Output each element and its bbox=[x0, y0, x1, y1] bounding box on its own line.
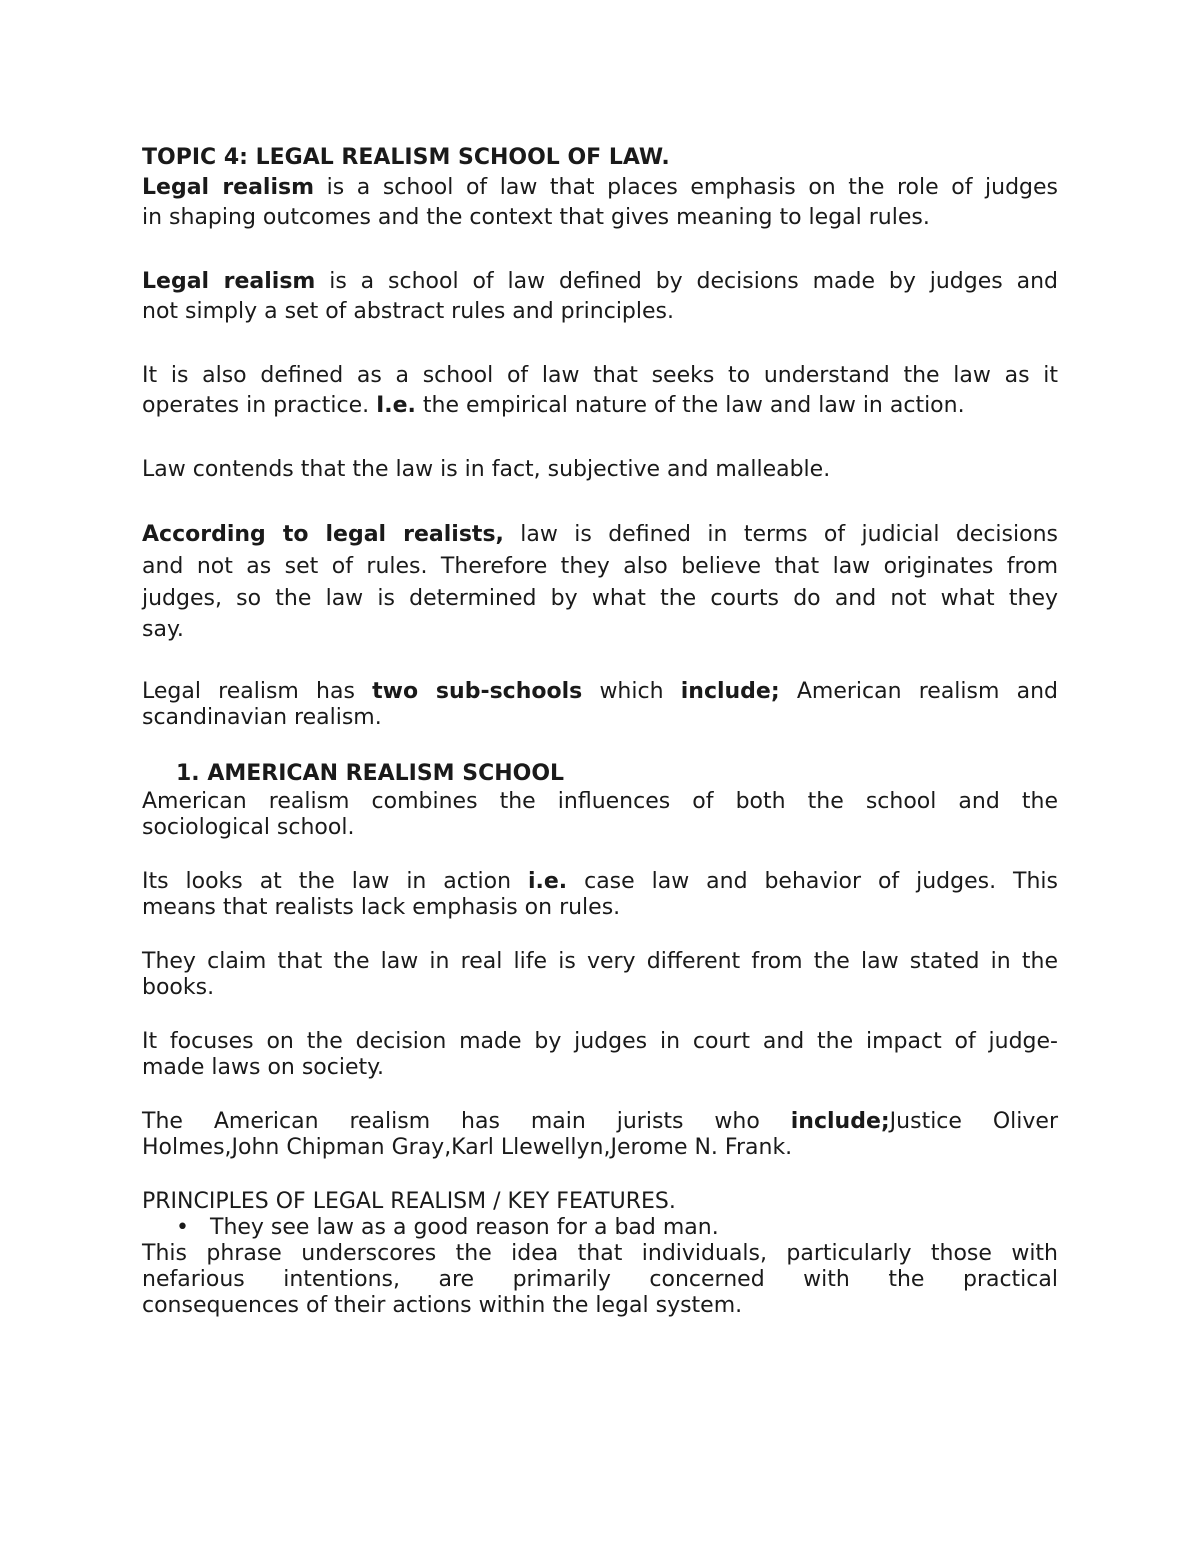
principles-heading: PRINCIPLES OF LEGAL REALISM / KEY FEATURES. bbox=[142, 1189, 676, 1214]
paragraph-7-line-2: sociological school. bbox=[142, 815, 355, 840]
paragraph-1-line-1: Legal realism is a school of law that places emphasis on the role of judges bbox=[142, 175, 1058, 200]
bullet-icon: • bbox=[176, 1215, 189, 1240]
paragraph-11-line-2: Holmes,John Chipman Gray,Karl Llewellyn,Jerome N. Frank. bbox=[142, 1135, 793, 1160]
paragraph-3-line-2: operates in practice. I.e. the empirical nature of the law and law in action. bbox=[142, 393, 965, 418]
paragraph-9-line-2: books. bbox=[142, 975, 215, 1000]
paragraph-5-line-1: According to legal realists, law is defined in terms of judicial decisions bbox=[142, 522, 1058, 547]
paragraph-11-line-1: The American realism has main jurists who include;Justice Oliver bbox=[142, 1109, 1058, 1134]
paragraph-2-line-2: not simply a set of abstract rules and principles. bbox=[142, 299, 674, 324]
paragraph-9-line-1: They claim that the law in real life is very different from the law stated in the bbox=[142, 949, 1058, 974]
paragraph-1-line-2: in shaping outcomes and the context that gives meaning to legal rules. bbox=[142, 205, 930, 230]
paragraph-7-line-1: American realism combines the influences of both the school and the bbox=[142, 789, 1058, 814]
paragraph-5-line-2: and not as set of rules. Therefore they also believe that law originates from bbox=[142, 554, 1058, 579]
paragraph-5-line-3: judges, so the law is determined by what the courts do and not what they bbox=[142, 586, 1058, 611]
paragraph-12-line-2: nefarious intentions, are primarily concerned with the practical bbox=[142, 1267, 1058, 1292]
paragraph-3-line-1: It is also defined as a school of law that seeks to understand the law as it bbox=[142, 363, 1058, 388]
document-page bbox=[142, 143, 1058, 1319]
paragraph-6-line-1: Legal realism has two sub-schools which include; American realism and bbox=[142, 679, 1059, 704]
paragraph-2-line-1: Legal realism is a school of law defined by decisions made by judges and bbox=[142, 269, 1059, 294]
paragraph-10-line-2: made laws on society. bbox=[142, 1055, 385, 1080]
paragraph-5-line-4: say. bbox=[142, 617, 184, 642]
paragraph-8-line-2: means that realists lack emphasis on rules. bbox=[142, 895, 621, 920]
paragraph-8-line-1: Its looks at the law in action i.e. case law and behavior of judges. This bbox=[142, 869, 1058, 894]
paragraph-12-line-3: consequences of their actions within the legal system. bbox=[142, 1293, 743, 1318]
section-heading-american-realism: 1. AMERICAN REALISM SCHOOL bbox=[176, 761, 565, 786]
paragraph-6-line-2: scandinavian realism. bbox=[142, 705, 382, 730]
document-title: TOPIC 4: LEGAL REALISM SCHOOL OF LAW. bbox=[142, 145, 670, 170]
bullet-item: • They see law as a good reason for a bad man. bbox=[176, 1215, 719, 1240]
paragraph-12-line-1: This phrase underscores the idea that individuals, particularly those with bbox=[142, 1241, 1058, 1266]
paragraph-4: Law contends that the law is in fact, subjective and malleable. bbox=[142, 457, 831, 482]
paragraph-10-line-1: It focuses on the decision made by judges in court and the impact of judge- bbox=[142, 1029, 1058, 1054]
